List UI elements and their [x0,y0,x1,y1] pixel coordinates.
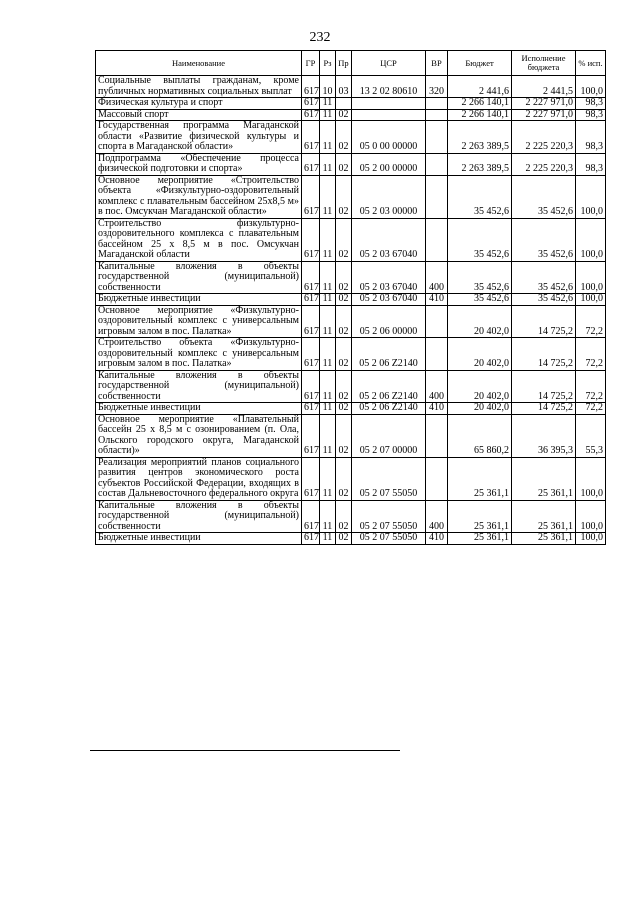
table-row [96,414,606,457]
cell-budget: 20 402,0 [448,370,512,403]
table-row [96,109,606,121]
cell-percent: 100,0 [576,76,606,98]
table-row [96,153,606,175]
cell-execution: 2 441,5 [512,76,576,98]
cell-budget: 20 402,0 [448,305,512,338]
cell-percent: 100,0 [576,218,606,261]
cell-pr: 02 [336,218,352,261]
table-row [96,305,606,338]
header-vr: ВР [426,51,448,76]
cell-csr: 05 0 00 00000 [352,121,426,154]
cell-rz: 11 [320,370,336,403]
cell-rz: 11 [320,457,336,500]
cell-gr: 617 [302,294,320,306]
header-rz: Рз [320,51,336,76]
table-row [96,533,606,545]
cell-vr [426,175,448,218]
cell-rz: 11 [320,414,336,457]
cell-name: Капитальные вложения в объекты государственной (муниципальной) собственности [96,261,302,294]
cell-percent: 72,2 [576,305,606,338]
cell-rz: 11 [320,305,336,338]
cell-pr: 02 [336,370,352,403]
cell-csr: 05 2 06 00000 [352,305,426,338]
cell-name: Строительство объекта «Физкультурно-оздоровительный комплекс с универсальным игровым залом в пос. Палатка» [96,338,302,371]
cell-csr: 05 2 06 Z2140 [352,338,426,371]
cell-rz: 11 [320,109,336,121]
cell-csr: 05 2 03 67040 [352,294,426,306]
cell-budget: 25 361,1 [448,500,512,533]
cell-budget: 35 452,6 [448,294,512,306]
table-row [96,261,606,294]
cell-name: Капитальные вложения в объекты государственной (муниципальной) собственности [96,500,302,533]
table-row [96,370,606,403]
cell-rz: 11 [320,218,336,261]
cell-execution: 25 361,1 [512,533,576,545]
cell-gr: 617 [302,403,320,415]
cell-rz: 11 [320,98,336,110]
cell-name: Капитальные вложения в объекты государственной (муниципальной) собственности [96,370,302,403]
cell-name: Социальные выплаты гражданам, кроме публичных нормативных социальных выплат [96,76,302,98]
table-row [96,294,606,306]
cell-percent: 100,0 [576,457,606,500]
cell-execution: 14 725,2 [512,338,576,371]
cell-pr [336,98,352,110]
table-row [96,218,606,261]
cell-name: Массовый спорт [96,109,302,121]
cell-vr [426,414,448,457]
table-body [96,76,606,545]
cell-percent: 98,3 [576,121,606,154]
cell-name: Подпрограмма «Обеспечение процесса физической подготовки и спорта» [96,153,302,175]
cell-name: Бюджетные инвестиции [96,533,302,545]
cell-pr: 02 [336,338,352,371]
cell-vr [426,457,448,500]
cell-pr: 02 [336,175,352,218]
cell-pr: 02 [336,305,352,338]
cell-rz: 11 [320,261,336,294]
cell-rz: 11 [320,338,336,371]
table-row [96,338,606,371]
cell-csr [352,109,426,121]
cell-name: Физическая культура и спорт [96,98,302,110]
cell-percent: 100,0 [576,261,606,294]
cell-pr: 02 [336,109,352,121]
cell-gr: 617 [302,457,320,500]
cell-percent: 98,3 [576,98,606,110]
cell-percent: 98,3 [576,153,606,175]
cell-vr [426,305,448,338]
cell-percent: 100,0 [576,294,606,306]
cell-pr: 02 [336,533,352,545]
table-row [96,403,606,415]
cell-gr: 617 [302,218,320,261]
cell-rz: 11 [320,294,336,306]
cell-vr [426,153,448,175]
cell-gr: 617 [302,261,320,294]
cell-name: Реализация мероприятий планов социального развития центров экономического роста субъектов Российской Федерации, входящих в состав Дальневосточного федерального округа [96,457,302,500]
cell-csr: 05 2 07 55050 [352,457,426,500]
cell-vr [426,338,448,371]
cell-rz: 11 [320,403,336,415]
cell-csr: 05 2 06 Z2140 [352,370,426,403]
cell-gr: 617 [302,175,320,218]
cell-execution: 2 225 220,3 [512,121,576,154]
cell-vr: 400 [426,500,448,533]
header-pr: Пр [336,51,352,76]
cell-csr: 05 2 03 67040 [352,218,426,261]
cell-vr: 320 [426,76,448,98]
cell-csr: 05 2 00 00000 [352,153,426,175]
cell-budget: 25 361,1 [448,533,512,545]
cell-execution: 25 361,1 [512,500,576,533]
cell-execution: 25 361,1 [512,457,576,500]
cell-name: Основное мероприятие «Плавательный бассейн 25 х 8,5 м с озонированием (п. Ола, Ольского городского округа, Магаданской области)» [96,414,302,457]
cell-csr [352,98,426,110]
footnote-divider [90,750,400,751]
cell-csr: 05 2 03 67040 [352,261,426,294]
cell-gr: 617 [302,153,320,175]
cell-budget: 25 361,1 [448,457,512,500]
cell-budget: 35 452,6 [448,175,512,218]
cell-gr: 617 [302,109,320,121]
cell-execution: 35 452,6 [512,294,576,306]
cell-rz: 11 [320,533,336,545]
cell-execution: 14 725,2 [512,403,576,415]
table-row [96,121,606,154]
cell-budget: 65 860,2 [448,414,512,457]
cell-gr: 617 [302,414,320,457]
table-row [96,175,606,218]
cell-vr: 410 [426,533,448,545]
cell-pr: 02 [336,261,352,294]
table-row [96,500,606,533]
budget-execution-table [95,50,606,545]
cell-execution: 2 225 220,3 [512,153,576,175]
cell-gr: 617 [302,121,320,154]
header-name: Наименование [96,51,302,76]
page-number: 232 [309,30,331,45]
cell-vr: 410 [426,294,448,306]
table-header-row [96,51,606,76]
cell-budget: 2 266 140,1 [448,109,512,121]
cell-rz: 11 [320,121,336,154]
header-budget: Бюджет [448,51,512,76]
cell-budget: 2 263 389,5 [448,153,512,175]
cell-vr: 400 [426,370,448,403]
cell-vr: 410 [426,403,448,415]
cell-csr: 05 2 07 00000 [352,414,426,457]
cell-csr: 13 2 02 80610 [352,76,426,98]
cell-execution: 35 452,6 [512,175,576,218]
cell-pr: 02 [336,153,352,175]
cell-vr: 400 [426,261,448,294]
cell-gr: 617 [302,370,320,403]
cell-pr: 02 [336,457,352,500]
cell-pr: 02 [336,294,352,306]
cell-vr [426,98,448,110]
cell-percent: 100,0 [576,175,606,218]
cell-gr: 617 [302,305,320,338]
cell-gr: 617 [302,76,320,98]
cell-budget: 20 402,0 [448,403,512,415]
header-csr: ЦСР [352,51,426,76]
cell-budget: 2 263 389,5 [448,121,512,154]
cell-budget: 2 266 140,1 [448,98,512,110]
cell-pr: 02 [336,500,352,533]
cell-csr: 05 2 06 Z2140 [352,403,426,415]
cell-gr: 617 [302,98,320,110]
cell-csr: 05 2 07 55050 [352,533,426,545]
cell-csr: 05 2 07 55050 [352,500,426,533]
header-execution: Исполнение бюджета [512,51,576,76]
header-gr: ГР [302,51,320,76]
cell-rz: 10 [320,76,336,98]
cell-percent: 72,2 [576,338,606,371]
cell-pr: 02 [336,414,352,457]
cell-name: Бюджетные инвестиции [96,294,302,306]
cell-vr [426,109,448,121]
cell-name: Основное мероприятие «Физкультурно-оздоровительный комплекс с универсальным игровым залом в пос. Палатка» [96,305,302,338]
cell-execution: 35 452,6 [512,218,576,261]
table-row [96,76,606,98]
cell-gr: 617 [302,533,320,545]
cell-rz: 11 [320,500,336,533]
cell-execution: 14 725,2 [512,305,576,338]
cell-budget: 35 452,6 [448,218,512,261]
cell-percent: 55,3 [576,414,606,457]
cell-gr: 617 [302,338,320,371]
table-row [96,98,606,110]
cell-vr [426,121,448,154]
cell-name: Строительство физкультурно-оздоровительного комплекса с плавательным бассейном 25 х 8,5 м в пос. Омсукчан Магаданской области [96,218,302,261]
cell-vr [426,218,448,261]
cell-percent: 72,2 [576,370,606,403]
cell-name: Государственная программа Магаданской области «Развитие физической культуры и спорта в Магаданской области» [96,121,302,154]
cell-budget: 35 452,6 [448,261,512,294]
cell-percent: 100,0 [576,533,606,545]
cell-execution: 36 395,3 [512,414,576,457]
cell-percent: 100,0 [576,500,606,533]
cell-execution: 2 227 971,0 [512,109,576,121]
cell-percent: 98,3 [576,109,606,121]
cell-csr: 05 2 03 00000 [352,175,426,218]
cell-gr: 617 [302,500,320,533]
cell-pr: 03 [336,76,352,98]
cell-execution: 14 725,2 [512,370,576,403]
cell-pr: 02 [336,121,352,154]
header-percent: % исп. [576,51,606,76]
cell-rz: 11 [320,175,336,218]
cell-execution: 35 452,6 [512,261,576,294]
cell-pr: 02 [336,403,352,415]
cell-budget: 20 402,0 [448,338,512,371]
cell-budget: 2 441,6 [448,76,512,98]
cell-name: Бюджетные инвестиции [96,403,302,415]
cell-execution: 2 227 971,0 [512,98,576,110]
cell-rz: 11 [320,153,336,175]
cell-name: Основное мероприятие «Строительство объекта «Физкультурно-оздоровительный комплекс с плавательным бассейном 25х8,5 м» в пос. Омсукчан Магаданской области» [96,175,302,218]
cell-percent: 72,2 [576,403,606,415]
table-row [96,457,606,500]
